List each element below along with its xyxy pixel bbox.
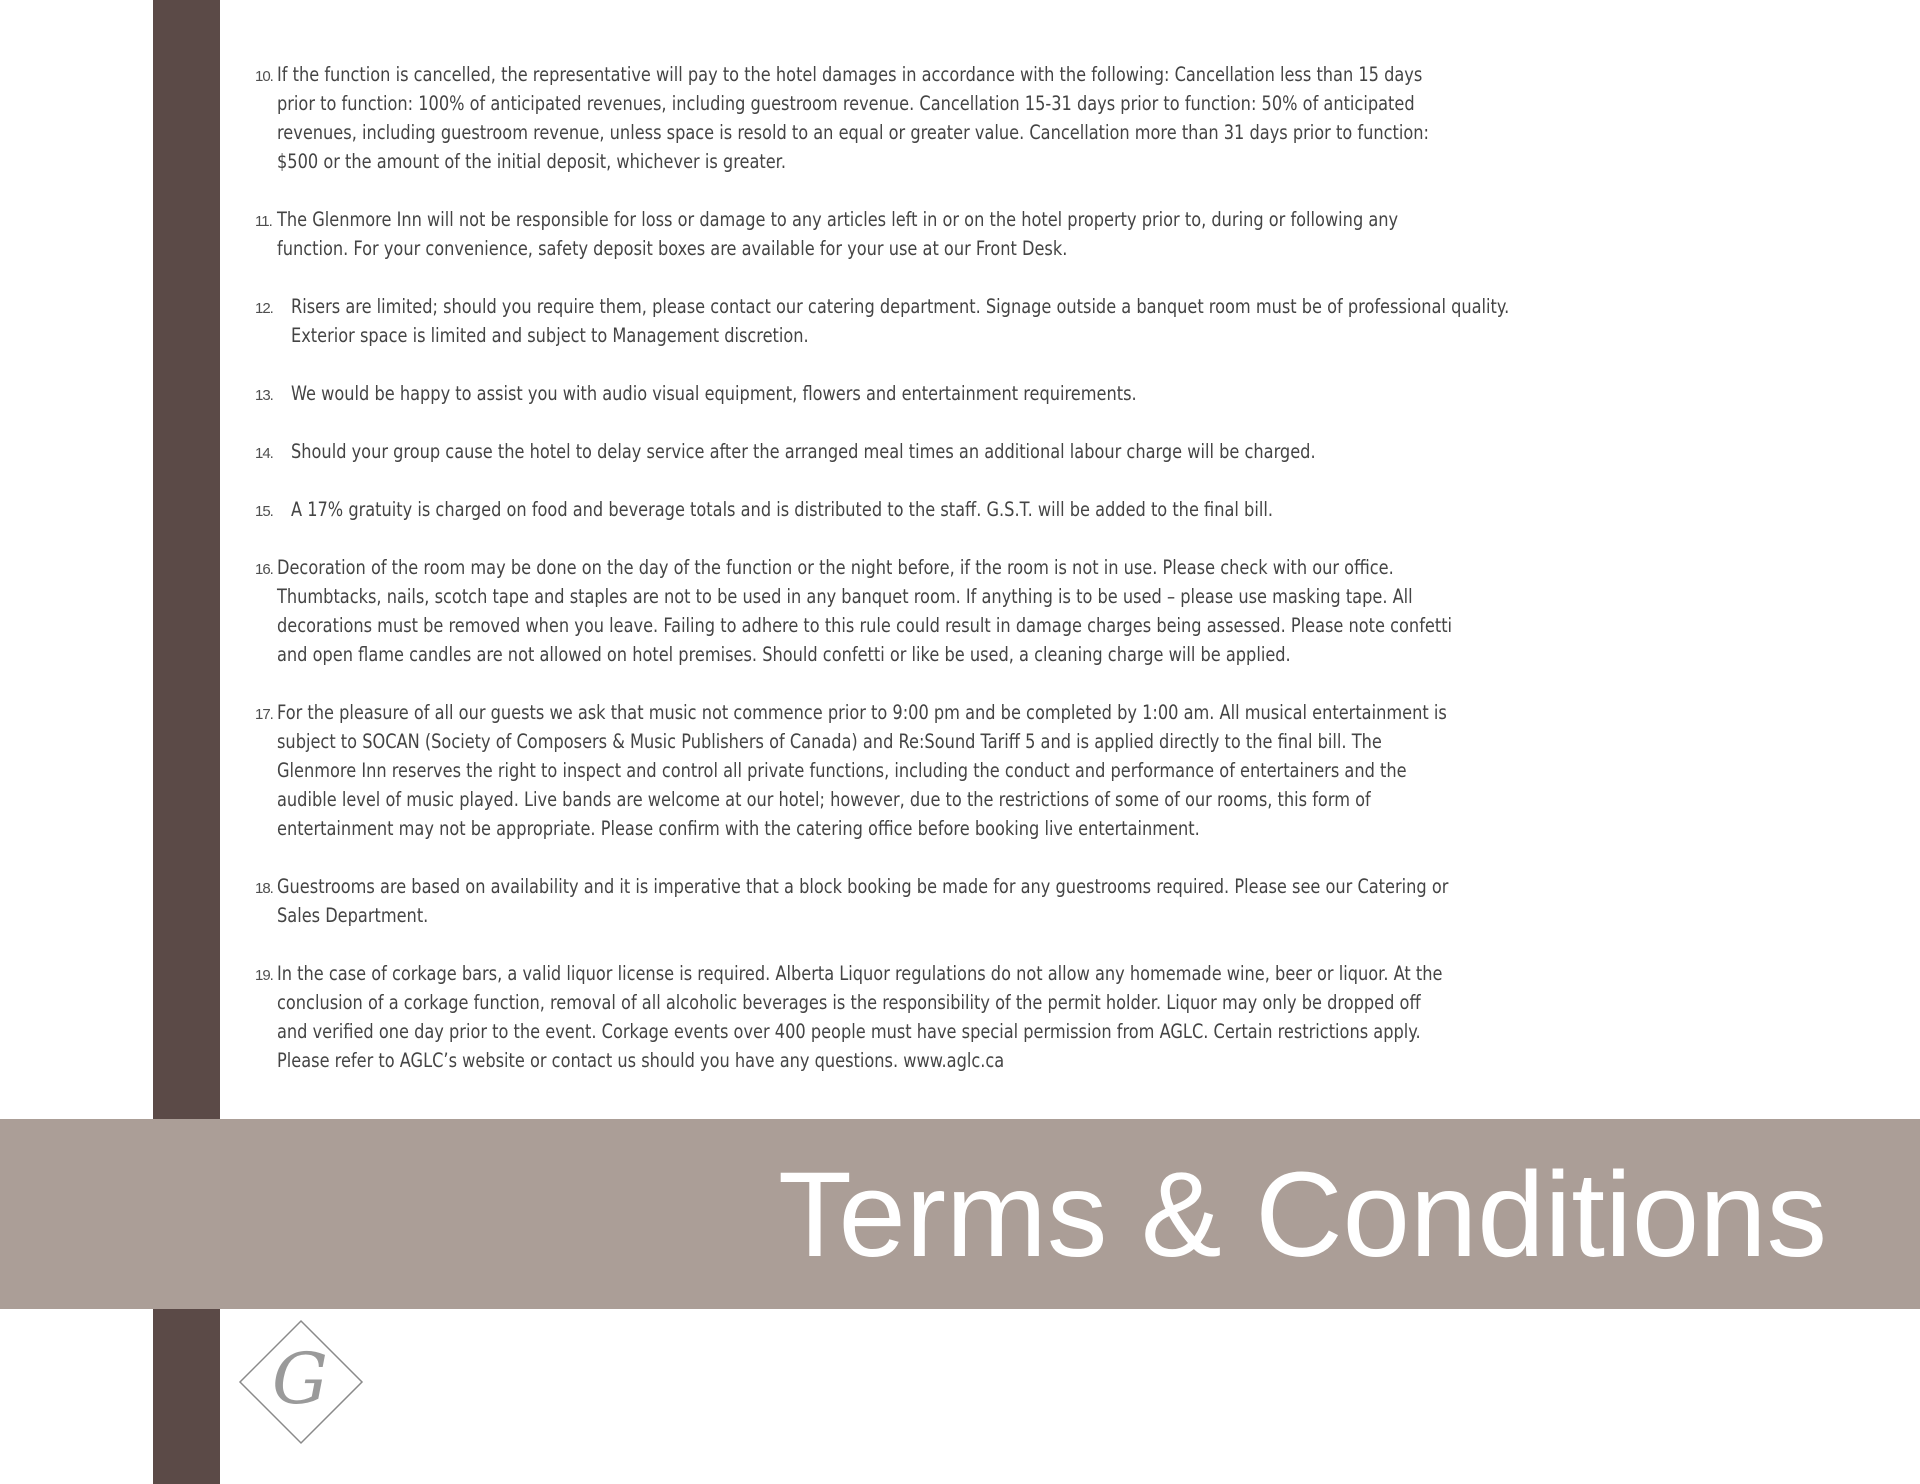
page-title: Terms & Conditions — [777, 1146, 1827, 1282]
term-number: 17. — [255, 706, 273, 723]
term-line: The Glenmore Inn will not be responsible for loss or damage to any articles left in or on the hotel property prior to, during or following any — [277, 208, 1399, 231]
term-number: 11. — [255, 213, 272, 230]
term-item — [255, 495, 1815, 524]
term-line: Decoration of the room may be done on the day of the function or the night before, if the room is not in use. Please check with our office. — [277, 556, 1394, 579]
term-line: conclusion of a corkage function, removal of all alcoholic beverages is the responsibility of the permit holder. Liquor may only be dropped off — [277, 991, 1421, 1014]
term-line: Sales Department. — [277, 904, 429, 927]
term-line: We would be happy to assist you with audio visual equipment, flowers and entertainment requirements. — [291, 382, 1137, 405]
term-line: entertainment may not be appropriate. Please confirm with the catering office before booking live entertainment. — [277, 817, 1200, 840]
term-number: 13. — [255, 387, 273, 404]
term-line: and verified one day prior to the event. Corkage events over 400 people must have special permission from AGLC. Certain restrictions apply. — [277, 1020, 1421, 1043]
term-number: 19. — [255, 967, 273, 984]
logo-letter: G — [272, 1338, 328, 1420]
term-item — [255, 959, 1815, 1075]
term-text — [291, 437, 1556, 466]
term-text — [277, 553, 1554, 669]
term-item — [255, 437, 1815, 466]
term-line: decorations must be removed when you leave. Failing to adhere to this rule could result in damage charges being assessed. Please note confetti — [277, 614, 1453, 637]
term-line: A 17% gratuity is charged on food and beverage totals and is distributed to the staff. G.S.T. will be added to the final bill. — [291, 498, 1273, 521]
term-item — [255, 292, 1815, 350]
term-item — [255, 205, 1815, 263]
term-number: 10. — [255, 68, 273, 85]
term-item — [255, 872, 1815, 930]
term-line: Should your group cause the hotel to delay service after the arranged meal times an additional labour charge will be charged. — [291, 440, 1316, 463]
term-text — [291, 495, 1556, 524]
term-line: prior to function: 100% of anticipated revenues, including guestroom revenue. Cancellation 15-31 days prior to function: 50% of anticipated — [277, 92, 1415, 115]
glenmore-logo-icon — [238, 1319, 364, 1445]
term-number: 15. — [255, 503, 273, 520]
term-item — [255, 60, 1815, 176]
term-line: Thumbtacks, nails, scotch tape and staples are not to be used in any banquet room. If anything is to be used – please use masking tape. All — [277, 585, 1413, 608]
term-text — [277, 205, 1554, 263]
term-line: Guestrooms are based on availability and it is imperative that a block booking be made for any guestrooms required. Please see our Catering or — [277, 875, 1449, 898]
term-item — [255, 553, 1815, 669]
term-line: In the case of corkage bars, a valid liquor license is required. Alberta Liquor regulations do not allow any homemade wine, beer or liquor. At the — [277, 962, 1443, 985]
term-number: 12. — [255, 300, 273, 317]
term-line: Exterior space is limited and subject to Management discretion. — [291, 324, 809, 347]
term-number: 14. — [255, 445, 273, 462]
term-text — [277, 959, 1554, 1075]
term-line: Please refer to AGLC’s website or contact us should you have any questions. www.aglc.ca — [277, 1049, 1005, 1072]
term-line: audible level of music played. Live bands are welcome at our hotel; however, due to the restrictions of some of our rooms, this form of — [277, 788, 1371, 811]
term-text — [291, 292, 1556, 350]
terms-list — [255, 60, 1815, 1104]
term-number: 18. — [255, 880, 273, 897]
term-text — [291, 379, 1556, 408]
term-line: For the pleasure of all our guests we ask that music not commence prior to 9:00 pm and be completed by 1:00 am. All musical entertainment is — [277, 701, 1447, 724]
term-item — [255, 698, 1815, 843]
term-line: $500 or the amount of the initial deposit, whichever is greater. — [277, 150, 786, 173]
term-line: subject to SOCAN (Society of Composers & Music Publishers of Canada) and Re:Sound Tariff 5 and is applied directly to the final bill. The — [277, 730, 1382, 753]
term-text — [277, 872, 1554, 930]
term-line: Glenmore Inn reserves the right to inspect and control all private functions, including the conduct and performance of entertainers and the — [277, 759, 1407, 782]
term-line: and open flame candles are not allowed on hotel premises. Should confetti or like be used, a cleaning charge will be applied. — [277, 643, 1291, 666]
term-line: function. For your convenience, safety deposit boxes are available for your use at our Front Desk. — [277, 237, 1068, 260]
term-line: If the function is cancelled, the representative will pay to the hotel damages in accordance with the following: Cancellation less than 15 days — [277, 63, 1423, 86]
term-number: 16. — [255, 561, 273, 578]
term-text — [277, 60, 1554, 176]
term-line: revenues, including guestroom revenue, unless space is resold to an equal or greater value. Cancellation more than 31 days prior to function: — [277, 121, 1429, 144]
term-item — [255, 379, 1815, 408]
term-line: Risers are limited; should you require them, please contact our catering department. Signage outside a banquet room must be of professional quality. — [291, 295, 1510, 318]
term-text — [277, 698, 1554, 843]
